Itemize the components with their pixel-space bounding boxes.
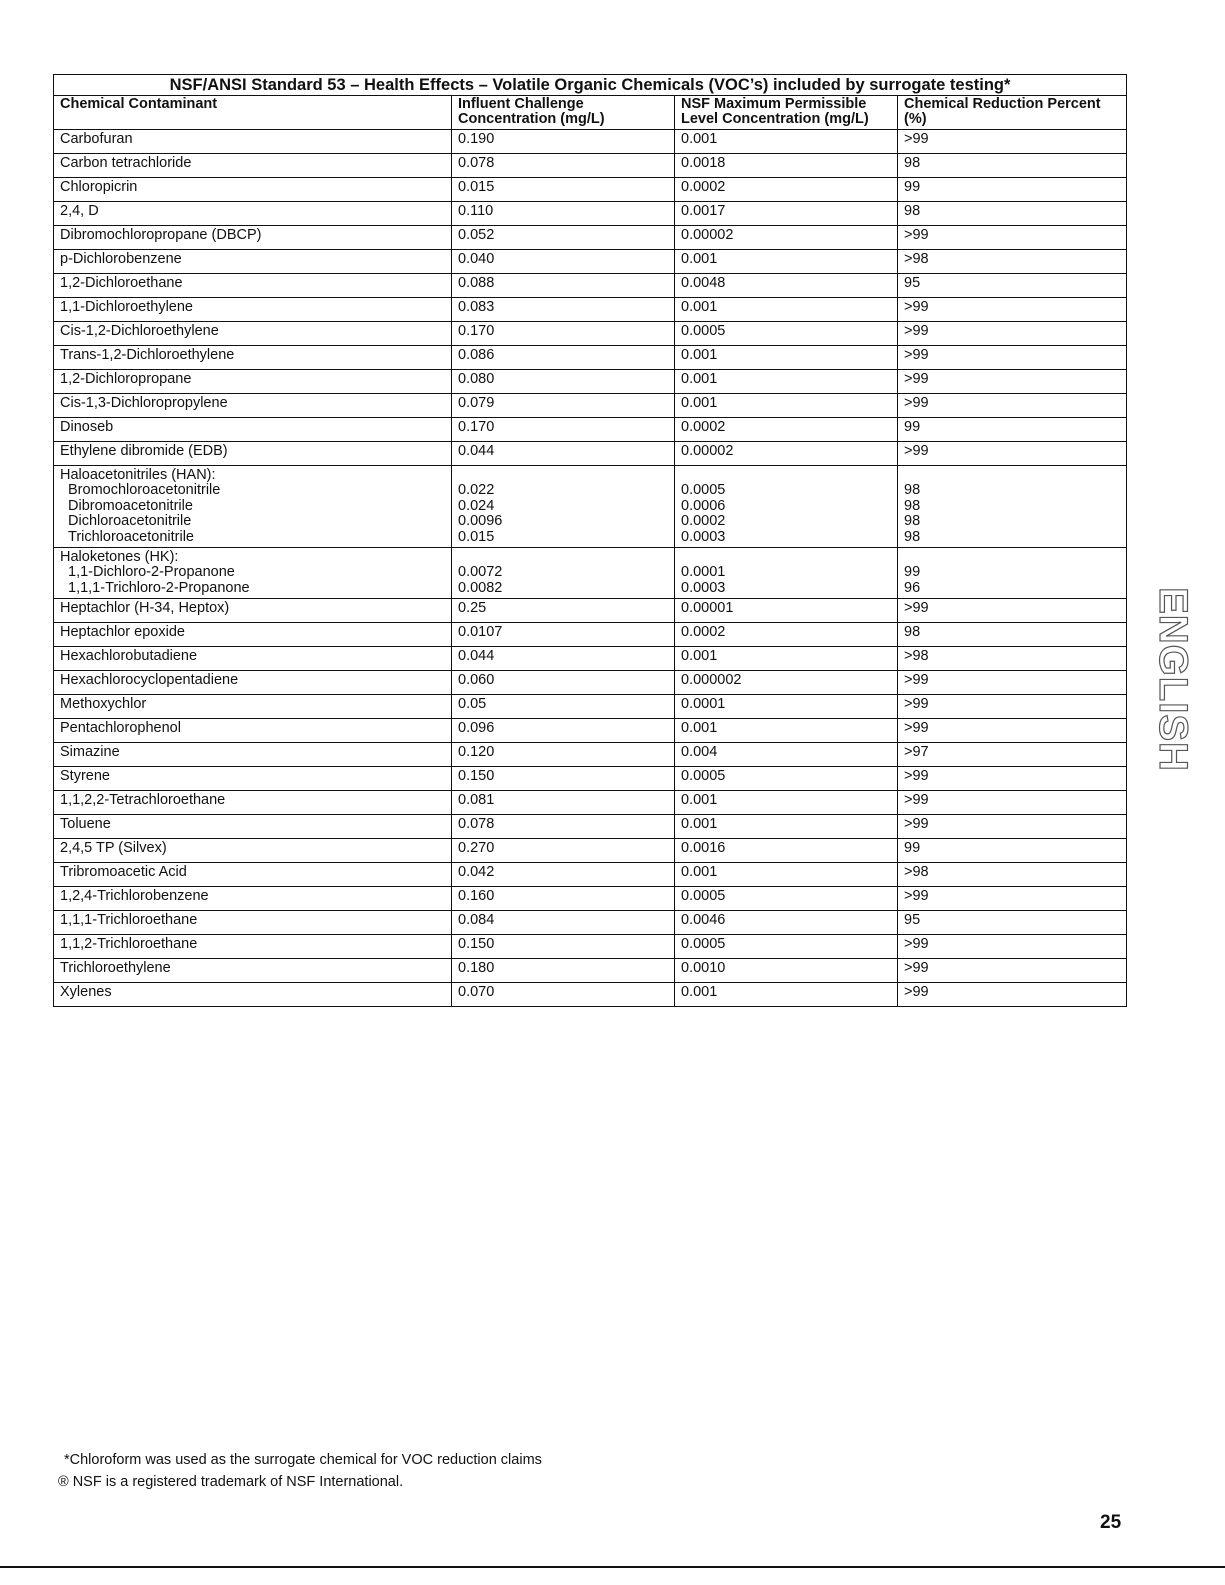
cell-chemical: Chloropicrin	[54, 178, 452, 202]
hk-influent-value: 0.0072	[458, 564, 503, 580]
han-reduction-cell	[898, 466, 1127, 548]
cell-reduction: >99	[898, 935, 1127, 959]
cell-max-level: 0.001	[675, 250, 898, 274]
cell-influent: 0.0107	[452, 623, 675, 647]
table-row	[54, 983, 1127, 1007]
table-row	[54, 418, 1127, 442]
table-row	[54, 346, 1127, 370]
cell-max-level: 0.001	[675, 791, 898, 815]
cell-influent: 0.088	[452, 274, 675, 298]
table-row	[54, 442, 1127, 466]
header-influent-challenge: Influent Challenge Concentration (mg/L)	[452, 96, 675, 130]
cell-reduction: 98	[898, 202, 1127, 226]
han-reduction-value: 98	[904, 497, 921, 514]
table-row	[54, 599, 1127, 623]
cell-influent: 0.190	[452, 130, 675, 154]
cell-max-level: 0.0002	[675, 418, 898, 442]
language-side-tab	[1150, 568, 1194, 790]
cell-influent: 0.096	[452, 719, 675, 743]
cell-reduction: >99	[898, 298, 1127, 322]
table-row	[54, 767, 1127, 791]
cell-chemical: Toluene	[54, 815, 452, 839]
table-row	[54, 394, 1127, 418]
cell-influent: 0.170	[452, 322, 675, 346]
cell-reduction: 98	[898, 623, 1127, 647]
hk-max-level-value: 0.0001	[681, 564, 726, 580]
table-row	[54, 911, 1127, 935]
cell-max-level: 0.0002	[675, 178, 898, 202]
han-max-level-value: 0.0006	[681, 497, 726, 514]
cell-influent: 0.110	[452, 202, 675, 226]
cell-max-level: 0.0002	[675, 623, 898, 647]
cell-influent: 0.05	[452, 695, 675, 719]
cell-influent: 0.078	[452, 154, 675, 178]
language-side-label: ENGLISH	[1150, 586, 1195, 772]
cell-chemical: Hexachlorobutadiene	[54, 647, 452, 671]
cell-max-level: 0.0005	[675, 935, 898, 959]
cell-chemical: 1,2-Dichloropropane	[54, 370, 452, 394]
han-influent-value: 0.0096	[458, 513, 503, 529]
cell-max-level: 0.001	[675, 815, 898, 839]
table-row	[54, 671, 1127, 695]
cell-chemical: 1,2,4-Trichlorobenzene	[54, 887, 452, 911]
header-chemical-contaminant: Chemical Contaminant	[54, 96, 452, 130]
cell-chemical: Pentachlorophenol	[54, 719, 452, 743]
cell-chemical: Hexachlorocyclopentadiene	[54, 671, 452, 695]
cell-max-level: 0.004	[675, 743, 898, 767]
cell-reduction: >99	[898, 346, 1127, 370]
footnote-trademark: ® NSF is a registered trademark of NSF International.	[58, 1474, 404, 1490]
han-influent-value: 0.022	[458, 482, 495, 498]
cell-reduction: >99	[898, 959, 1127, 983]
cell-max-level: 0.0016	[675, 839, 898, 863]
cell-max-level: 0.001	[675, 370, 898, 394]
hk-item-name: 1,1,1-Trichloro-2-Propanone	[68, 579, 250, 596]
cell-chemical: Cis-1,2-Dichloroethylene	[54, 322, 452, 346]
cell-influent: 0.080	[452, 370, 675, 394]
cell-reduction: >99	[898, 226, 1127, 250]
cell-max-level: 0.001	[675, 130, 898, 154]
header-nsf-max-level: NSF Maximum Permissible Level Concentration (mg/L)	[675, 96, 898, 130]
cell-chemical: Trichloroethylene	[54, 959, 452, 983]
cell-chemical: Carbon tetrachloride	[54, 154, 452, 178]
cell-max-level: 0.0048	[675, 274, 898, 298]
cell-influent: 0.060	[452, 671, 675, 695]
voc-table	[53, 74, 1127, 1007]
cell-chemical: 1,1,2-Trichloroethane	[54, 935, 452, 959]
han-reduction-value: 98	[904, 513, 921, 529]
cell-chemical: Dinoseb	[54, 418, 452, 442]
cell-reduction: 99	[898, 839, 1127, 863]
cell-max-level: 0.001	[675, 298, 898, 322]
table-row	[54, 695, 1127, 719]
table-row-hk	[54, 548, 1127, 599]
table-row	[54, 815, 1127, 839]
cell-reduction: >99	[898, 322, 1127, 346]
han-max-level-value: 0.0005	[681, 482, 726, 498]
cell-chemical: Styrene	[54, 767, 452, 791]
hk-influent-value: 0.0082	[458, 579, 503, 596]
table-row-han	[54, 466, 1127, 548]
cell-influent: 0.086	[452, 346, 675, 370]
han-max-level-value: 0.0002	[681, 513, 726, 529]
cell-max-level: 0.0018	[675, 154, 898, 178]
cell-influent: 0.180	[452, 959, 675, 983]
cell-reduction: 99	[898, 178, 1127, 202]
table-row	[54, 647, 1127, 671]
hk-reduction-value: 99	[904, 564, 921, 580]
cell-chemical: 2,4, D	[54, 202, 452, 226]
cell-influent: 0.044	[452, 442, 675, 466]
cell-influent: 0.270	[452, 839, 675, 863]
cell-chemical: Cis-1,3-Dichloropropylene	[54, 394, 452, 418]
cell-max-level: 0.0005	[675, 887, 898, 911]
cell-chemical: Heptachlor epoxide	[54, 623, 452, 647]
table-row	[54, 791, 1127, 815]
cell-reduction: 99	[898, 418, 1127, 442]
cell-max-level: 0.00002	[675, 226, 898, 250]
table-row	[54, 959, 1127, 983]
cell-influent: 0.078	[452, 815, 675, 839]
hk-names-cell	[54, 548, 452, 599]
cell-influent: 0.084	[452, 911, 675, 935]
han-reduction-value: 98	[904, 528, 921, 545]
han-influent-value: 0.024	[458, 497, 495, 514]
cell-reduction: >99	[898, 394, 1127, 418]
table-title: NSF/ANSI Standard 53 – Health Effects – Volatile Organic Chemicals (VOC’s) included by surrogate testing*	[54, 75, 1127, 96]
table-row	[54, 154, 1127, 178]
cell-max-level: 0.000002	[675, 671, 898, 695]
han-influent-cell	[452, 466, 675, 548]
table-row	[54, 274, 1127, 298]
cell-max-level: 0.00002	[675, 442, 898, 466]
table-row	[54, 743, 1127, 767]
table-body-upper	[54, 130, 1127, 466]
cell-chemical: 1,2-Dichloroethane	[54, 274, 452, 298]
table-row	[54, 226, 1127, 250]
page-number: 25	[1100, 1512, 1122, 1533]
cell-chemical: Dibromochloropropane (DBCP)	[54, 226, 452, 250]
han-names-cell	[54, 466, 452, 548]
table-row	[54, 130, 1127, 154]
cell-reduction: >99	[898, 719, 1127, 743]
cell-reduction: >99	[898, 767, 1127, 791]
cell-influent: 0.044	[452, 647, 675, 671]
cell-influent: 0.150	[452, 935, 675, 959]
cell-reduction: >99	[898, 599, 1127, 623]
cell-max-level: 0.00001	[675, 599, 898, 623]
cell-reduction: >99	[898, 791, 1127, 815]
cell-influent: 0.015	[452, 178, 675, 202]
cell-influent: 0.160	[452, 887, 675, 911]
cell-chemical: Trans-1,2-Dichloroethylene	[54, 346, 452, 370]
hk-max-level-value: 0.0003	[681, 579, 726, 596]
cell-chemical: 1,1,1-Trichloroethane	[54, 911, 452, 935]
cell-reduction: 95	[898, 911, 1127, 935]
cell-reduction: >99	[898, 442, 1127, 466]
footnote-surrogate: *Chloroform was used as the surrogate chemical for VOC reduction claims	[64, 1452, 542, 1468]
cell-influent: 0.042	[452, 863, 675, 887]
cell-influent: 0.083	[452, 298, 675, 322]
hk-max-level-cell	[675, 548, 898, 599]
cell-influent: 0.081	[452, 791, 675, 815]
bottom-rule	[0, 1566, 1225, 1568]
han-reduction-value: 98	[904, 482, 921, 498]
han-item-name: Trichloroacetonitrile	[68, 528, 194, 545]
table-row	[54, 322, 1127, 346]
cell-max-level: 0.001	[675, 983, 898, 1007]
cell-chemical: p-Dichlorobenzene	[54, 250, 452, 274]
cell-chemical: Xylenes	[54, 983, 452, 1007]
table-row	[54, 370, 1127, 394]
table-row	[54, 178, 1127, 202]
cell-max-level: 0.0001	[675, 695, 898, 719]
cell-reduction: >99	[898, 370, 1127, 394]
cell-chemical: Carbofuran	[54, 130, 452, 154]
han-item-name: Dibromoacetonitrile	[68, 497, 193, 514]
cell-max-level: 0.0005	[675, 767, 898, 791]
table-row	[54, 935, 1127, 959]
cell-chemical: Tribromoacetic Acid	[54, 863, 452, 887]
han-max-level-cell	[675, 466, 898, 548]
han-influent-value: 0.015	[458, 528, 495, 545]
hk-group-label: Haloketones (HK):	[60, 549, 179, 565]
cell-max-level: 0.0010	[675, 959, 898, 983]
hk-item-name: 1,1-Dichloro-2-Propanone	[68, 564, 235, 580]
hk-reduction-cell	[898, 548, 1127, 599]
cell-influent: 0.150	[452, 767, 675, 791]
cell-influent: 0.052	[452, 226, 675, 250]
table-row	[54, 298, 1127, 322]
han-max-level-value: 0.0003	[681, 528, 726, 545]
cell-reduction: >99	[898, 130, 1127, 154]
cell-reduction: >97	[898, 743, 1127, 767]
cell-max-level: 0.0005	[675, 322, 898, 346]
table-row	[54, 887, 1127, 911]
cell-chemical: 2,4,5 TP (Silvex)	[54, 839, 452, 863]
cell-reduction: 95	[898, 274, 1127, 298]
cell-reduction: >99	[898, 887, 1127, 911]
han-item-name: Bromochloroacetonitrile	[68, 482, 221, 498]
cell-chemical: Heptachlor (H-34, Heptox)	[54, 599, 452, 623]
han-group-label: Haloacetonitriles (HAN):	[60, 467, 216, 483]
table-body-groups	[54, 466, 1127, 599]
table-row	[54, 863, 1127, 887]
cell-max-level: 0.001	[675, 346, 898, 370]
cell-reduction: >99	[898, 695, 1127, 719]
cell-max-level: 0.001	[675, 863, 898, 887]
cell-influent: 0.040	[452, 250, 675, 274]
cell-chemical: Ethylene dibromide (EDB)	[54, 442, 452, 466]
hk-influent-cell	[452, 548, 675, 599]
cell-chemical: 1,1-Dichloroethylene	[54, 298, 452, 322]
cell-influent: 0.079	[452, 394, 675, 418]
cell-max-level: 0.001	[675, 647, 898, 671]
cell-influent: 0.170	[452, 418, 675, 442]
cell-influent: 0.120	[452, 743, 675, 767]
cell-max-level: 0.0046	[675, 911, 898, 935]
cell-reduction: >98	[898, 250, 1127, 274]
cell-influent: 0.25	[452, 599, 675, 623]
cell-chemical: Simazine	[54, 743, 452, 767]
cell-max-level: 0.001	[675, 719, 898, 743]
table-row	[54, 250, 1127, 274]
cell-reduction: >99	[898, 671, 1127, 695]
header-chemical-reduction: Chemical Reduction Percent (%)	[898, 96, 1127, 130]
table-row	[54, 623, 1127, 647]
cell-reduction: >99	[898, 815, 1127, 839]
table-row	[54, 839, 1127, 863]
han-item-name: Dichloroacetonitrile	[68, 513, 192, 529]
table-row	[54, 719, 1127, 743]
cell-reduction: >98	[898, 863, 1127, 887]
cell-reduction: >99	[898, 983, 1127, 1007]
hk-reduction-value: 96	[904, 579, 921, 596]
cell-reduction: >98	[898, 647, 1127, 671]
cell-chemical: Methoxychlor	[54, 695, 452, 719]
table-body-lower	[54, 599, 1127, 1007]
cell-chemical: 1,1,2,2-Tetrachloroethane	[54, 791, 452, 815]
cell-reduction: 98	[898, 154, 1127, 178]
cell-max-level: 0.0017	[675, 202, 898, 226]
cell-influent: 0.070	[452, 983, 675, 1007]
table-row	[54, 202, 1127, 226]
cell-max-level: 0.001	[675, 394, 898, 418]
